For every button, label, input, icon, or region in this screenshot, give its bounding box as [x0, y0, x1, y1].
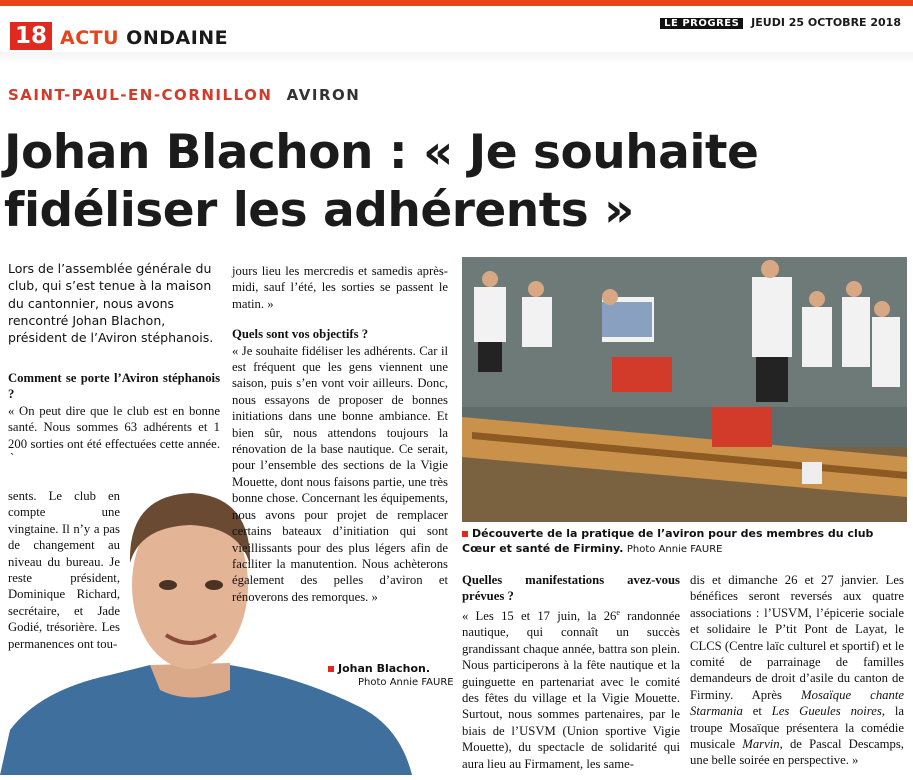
article-lead: Lors de l’assemblée générale du club, qui s’est tenue à la maison du cantonnier, nous avons rencontré Johan Blachon, président de l’Aviron stéphanois. — [8, 261, 214, 346]
photo-caption — [462, 526, 906, 557]
section-title — [60, 27, 228, 49]
answer-4-show1: Mosaïque chante Starmania — [690, 687, 905, 719]
article-headline: Johan Blachon : « Je souhaite fidéliser les adhérents » — [4, 125, 759, 238]
answer-4-and: et — [742, 704, 772, 719]
answer-1-top: « On peut dire que le club est en bonne santé. Nous sommes 63 adhérents et 1 200 sorties ont été effectuées cette année. — [8, 403, 220, 451]
answer-3-part2: randonnée nautique, qui connaît un succès grandissant chaque année, battra son plein. Nous participerons à la fête nautique et la guinguette en partenariat avec le comité des fêtes du village et la Vigie Mouette. Surtout, nous sommes partenaires, par le biais de l’USVM (Union sportive Vigie Mouette), du spectacle de solidarité qui aura lieu au Firmament, les same- — [462, 609, 680, 771]
section-title-part2: ONDAINE — [126, 27, 229, 49]
column-2 — [232, 263, 448, 605]
kicker-topic: AVIRON — [286, 86, 361, 104]
rowing-photo — [462, 257, 907, 522]
answer-1-cont: jours lieu les mercredis et samedis après-midi, sauf l’été, les sorties se passent le matin. » — [232, 264, 448, 311]
question-2: Quels sont vos objectifs ? — [232, 327, 369, 342]
photo-caption-text: Découverte de la pratique de l’aviron pour des membres du club Cœur et santé de Firminy. — [462, 527, 874, 555]
kicker-location: SAINT-PAUL-EN-CORNILLON — [8, 86, 273, 104]
portrait-caption-credit: Photo Annie FAURE — [358, 677, 454, 688]
section-title-part1: ACTU — [60, 27, 120, 49]
answer-4-show2: Les Gueules noires — [771, 704, 882, 719]
answer-2: « Je souhaite fidéliser les adhérents. Car il est fréquent que les gens viennent une saison, puis s’en vont voir ailleurs. Donc, nous essayons de proposer de bonnes initiations dans une bonne ambiance. Et bien sûr, nous attendons toujours la rénovation de la base nautique. Ce serait, pour l’ensemble des sections de la Vigie Mouette, dont nous faisons partie, une très bonne chose. Concernant les équipements, nous avons pour projet de remplacer certains bateaux d’initiation qui sont vieillissants pour des plus légers afin de faciliter la manutention. Nous achèterons également des pelles d’aviron et rénoverons des remorques. » — [232, 343, 448, 604]
answer-1-wrap — [8, 488, 208, 652]
answer-3-sup: e — [616, 607, 620, 617]
column-4 — [690, 572, 904, 769]
masthead — [660, 16, 901, 29]
article-kicker — [8, 86, 360, 104]
header-separator — [0, 52, 913, 64]
column-3 — [462, 572, 680, 772]
answer-4-part3: , de Pascal Descamps, une belle soirée en perspective. » — [690, 737, 904, 768]
answer-3 — [462, 605, 680, 772]
answer-4-show3: Marvin — [742, 737, 780, 752]
answer-4 — [690, 572, 904, 769]
caption-bullet — [462, 531, 468, 537]
answer-4-part2: , la troupe Mosaïque présentera la comédie musicale — [690, 704, 904, 752]
portrait-caption — [328, 662, 454, 688]
question-3: Quelles manifestations avez-vous prévues ? — [462, 573, 680, 604]
answer-3-part1: « Les 15 et 17 juin, la 26 — [462, 609, 617, 624]
issue-date: JEUDI 25 OCTOBRE 2018 — [751, 16, 901, 29]
caption-bullet — [328, 666, 334, 672]
portrait-caption-name: Johan Blachon. — [338, 662, 431, 675]
photo-caption-credit: Photo Annie FAURE — [626, 544, 723, 555]
page-number: 18 — [10, 22, 52, 50]
question-1: Comment se porte l’Aviron stéphanois ? — [8, 371, 220, 402]
newspaper-logo: LE PROGRÈS — [660, 18, 743, 29]
answer-1-wrap-text: sents. Le club en compte une vingtaine. Il n’y a pas de changement au niveau du bureau. Je reste président, Dominique Richard, secrétaire, et Jade Godié, trésorière. Les permanences ont tou- — [8, 489, 120, 651]
top-color-band — [0, 0, 913, 6]
answer-4-part1: dis et dimanche 26 et 27 janvier. Les bénéfices seront reversés aux quatre associations : l’USVM, l’épicerie sociale et solidaire le P’tit Pont de Layat, le CLCS (Centre laïc culturel et sportif) et le comité de parrainage de familles demandeurs de droit d’asile du canton de Firminy. Après — [690, 573, 904, 702]
